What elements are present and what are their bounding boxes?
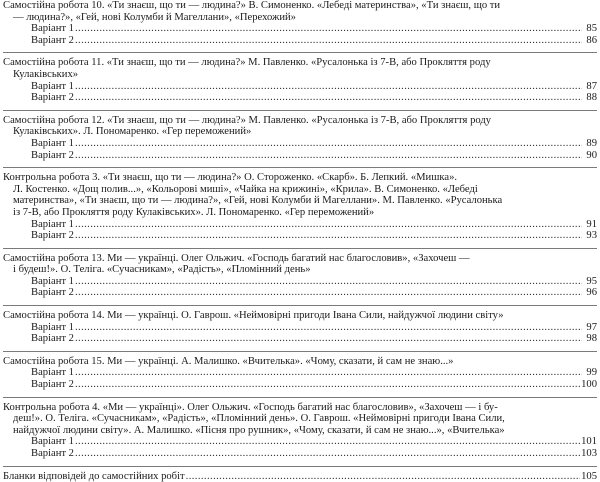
toc-section — [3, 248, 597, 299]
variant-label: Варіант 1 — [31, 321, 74, 333]
dot-leader — [75, 35, 582, 47]
toc-entry[interactable] — [3, 23, 597, 35]
toc-entry[interactable] — [3, 150, 597, 162]
toc-entry[interactable] — [3, 287, 597, 299]
dot-leader — [75, 81, 582, 93]
toc-section — [3, 0, 597, 46]
section-title: Самостійна робота 14. Ми — українці. О. Гаврош. «Неймовірні пригоди Івана Сили, найдужчої людини світу» — [3, 310, 504, 322]
toc-section — [3, 167, 597, 242]
toc-entry[interactable] — [3, 138, 597, 150]
toc-section — [3, 397, 597, 460]
section-divider — [3, 52, 597, 53]
page-number: 103 — [581, 448, 597, 459]
variant-label: Варіант 2 — [31, 230, 74, 242]
section-title-continued: Кулаківських». Л. Пономаренко. «Гер переможений» — [13, 126, 252, 138]
dot-leader — [75, 150, 582, 162]
section-title: Контрольна робота 4. «Ми — українці». Олег Ольжич. «Господь багатий нас благословив», «Захочеш — і бу- — [3, 401, 498, 413]
toc-entry-answer-sheets[interactable] — [3, 471, 597, 482]
toc-entry[interactable] — [3, 436, 597, 448]
dot-leader — [75, 333, 582, 345]
toc-section — [3, 110, 597, 161]
variant-label: Варіант 2 — [31, 448, 74, 459]
section-title-continued: найдужчої людини світу». А. Малишко. «Пісня про рушник», «Чому, сказати, й сам не знаю...», «Вчителька» — [13, 424, 505, 436]
dot-leader — [75, 138, 582, 150]
toc-section-footer — [3, 466, 597, 482]
variant-label: Варіант 1 — [31, 137, 74, 149]
toc-entry[interactable] — [3, 448, 597, 460]
toc-entry[interactable] — [3, 219, 597, 231]
toc-section — [3, 351, 597, 391]
page-number: 86 — [586, 34, 597, 46]
page-number: 105 — [581, 470, 597, 482]
section-title-continued: із 7-В, або Прокляття роду Кулаківських». Л. Пономаренко. «Гер переможений» — [13, 206, 375, 218]
section-title: Самостійна робота 11. «Ти знаєш, що ти — людина?» М. Павленко. «Русалонька із 7-В, або Прокляття роду — [3, 57, 491, 69]
page-number: 87 — [586, 80, 597, 92]
page-number: 100 — [581, 379, 597, 391]
section-divider — [3, 167, 597, 168]
dot-leader — [186, 471, 580, 482]
variant-label: Варіант 2 — [31, 34, 74, 46]
dot-leader — [75, 219, 582, 231]
page-number: 88 — [586, 92, 597, 104]
page-number: 101 — [581, 436, 597, 448]
page-number: 90 — [586, 149, 597, 161]
page-number: 95 — [586, 275, 597, 287]
section-title: Самостійна робота 10. «Ти знаєш, що ти — людина?» В. Симоненко. «Лебеді материнства», «Ти знаєш, що ти — [3, 0, 501, 11]
page-number: 98 — [586, 333, 597, 345]
toc-entry[interactable] — [3, 81, 597, 93]
dot-leader — [75, 276, 582, 288]
dot-leader — [75, 287, 582, 299]
section-divider — [3, 248, 597, 249]
section-title-continued: і будеш!». О. Теліга. «Сучасникам», «Радість», «Пломінний день» — [13, 264, 311, 276]
toc-entry[interactable] — [3, 35, 597, 47]
variant-label: Варіант 1 — [31, 436, 74, 448]
page-number: 97 — [586, 321, 597, 333]
toc-entry[interactable] — [3, 276, 597, 288]
toc-section — [3, 52, 597, 103]
variant-label: Варіант 1 — [31, 275, 74, 287]
dot-leader — [75, 230, 582, 242]
dot-leader — [75, 23, 582, 35]
section-title: Контрольна робота 3. «Ти знаєш, що ти — людина?» О. Стороженко. «Скарб». Б. Лепкий. «Мишка». — [3, 172, 458, 184]
answer-sheets-label: Бланки відповідей до самостійних робіт — [3, 470, 185, 482]
dot-leader — [75, 379, 580, 391]
toc-entry[interactable] — [3, 230, 597, 242]
dot-leader — [75, 322, 582, 334]
variant-label: Варіант 1 — [31, 23, 74, 35]
variant-label: Варіант 2 — [31, 333, 74, 345]
section-title-continued: материнства», «Ти знаєш, що ти — людина?», «Гей, нові Колумби й Магеллани». М. Павленко. «Русалонька — [13, 195, 503, 207]
section-title-continued: деш!». О. Теліга. «Сучасникам», «Радість», «Пломінний день». О. Гаврош. «Неймовірні пригоди Івана Сили, — [13, 413, 505, 425]
toc-entry[interactable] — [3, 92, 597, 104]
page-number: 91 — [586, 218, 597, 230]
dot-leader — [75, 436, 580, 448]
variant-label: Варіант 1 — [31, 80, 74, 92]
section-divider — [3, 305, 597, 306]
section-divider — [3, 466, 597, 467]
section-title-continued: Л. Костенко. «Дощ полив...», «Кольорові миші», «Чайка на крижині», «Крила». В. Симоненко. «Лебеді — [13, 183, 478, 195]
toc-entry[interactable] — [3, 367, 597, 379]
variant-label: Варіант 2 — [31, 379, 74, 391]
dot-leader — [75, 448, 580, 460]
variant-label: Варіант 2 — [31, 287, 74, 299]
variant-label: Варіант 1 — [31, 218, 74, 230]
page-number: 93 — [586, 230, 597, 242]
page-number: 85 — [586, 23, 597, 35]
section-title-continued: — людина?», «Гей, нові Колумби й Магеллани», «Перехожий» — [13, 11, 296, 23]
variant-label: Варіант 2 — [31, 92, 74, 104]
toc-entry[interactable] — [3, 379, 597, 391]
dot-leader — [75, 92, 582, 104]
variant-label: Варіант 2 — [31, 149, 74, 161]
section-title: Самостійна робота 12. «Ти знаєш, що ти — людина?» М. Павленко. «Русалонька із 7-В, або Прокляття роду — [3, 114, 492, 126]
page-number: 99 — [586, 367, 597, 379]
dot-leader — [75, 367, 582, 379]
table-of-contents — [3, 0, 597, 482]
toc-entry[interactable] — [3, 322, 597, 334]
section-divider — [3, 110, 597, 111]
variant-label: Варіант 1 — [31, 367, 74, 379]
section-title: Самостійна робота 13. Ми — українці. Олег Ольжич. «Господь багатий нас благословив», «Захочеш — — [3, 252, 470, 264]
section-title: Самостійна робота 15. Ми — українці. А. Малишко. «Вчителька». «Чому, сказати, й сам не знаю...» — [3, 355, 454, 367]
section-divider — [3, 397, 597, 398]
page-number: 89 — [586, 137, 597, 149]
section-divider — [3, 351, 597, 352]
page-number: 96 — [586, 287, 597, 299]
section-title-continued: Кулаківських» — [13, 68, 79, 80]
toc-section — [3, 305, 597, 345]
toc-entry[interactable] — [3, 333, 597, 345]
